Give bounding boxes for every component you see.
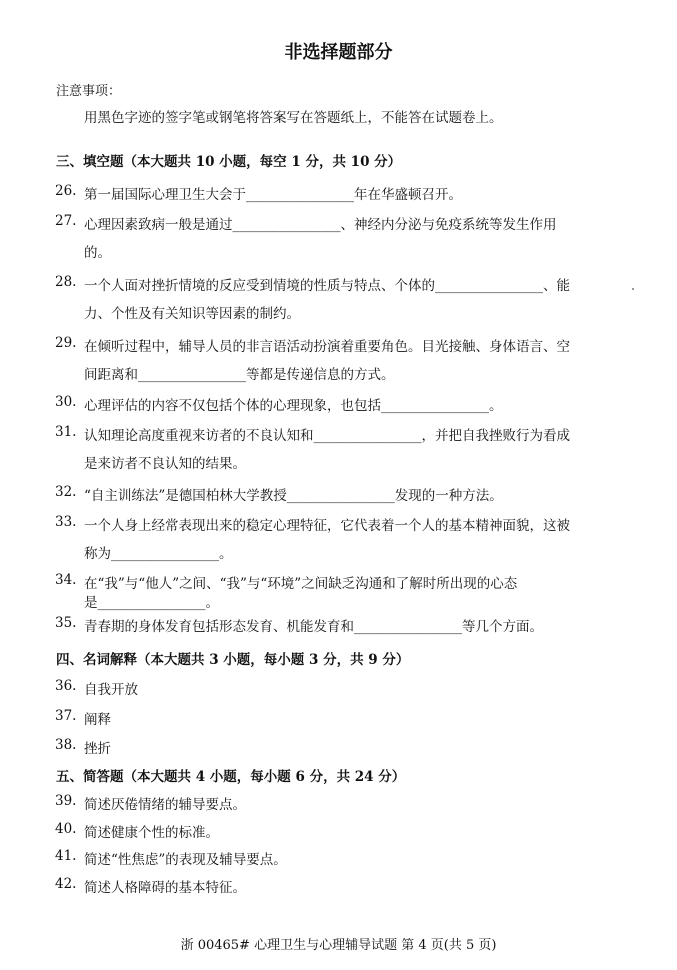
question-text: 心理评估的内容不仅包括个体的心理现象，也包括________________。 <box>84 398 503 414</box>
question-text-cont: 是来访者不良认知的结果。 <box>84 456 246 472</box>
question-number: 40. <box>55 821 77 837</box>
question-text: 阐释 <box>84 712 111 728</box>
page-title: 非选择题部分 <box>284 42 393 63</box>
question-number: 35. <box>55 615 77 631</box>
question-text: “自主训练法”是德国柏林大学教授________________发现的一种方法。 <box>84 488 503 504</box>
question-text-cont: 间距离和________________等都是传递信息的方式。 <box>84 367 395 383</box>
question-number: 42. <box>55 876 77 892</box>
question-text: 简述健康个性的标准。 <box>84 825 219 841</box>
question-number: 37. <box>55 708 77 724</box>
question-text-cont: 是________________。 <box>84 595 219 611</box>
question-number: 29. <box>55 335 77 351</box>
question-text: 第一届国际心理卫生大会于________________年在华盛顿召开。 <box>84 187 462 203</box>
question-text: 自我开放 <box>84 682 138 698</box>
question-text: 青春期的身体发育包括形态发育、机能发育和________________等几个方面。 <box>84 619 543 635</box>
question-text: 挫折 <box>84 741 111 757</box>
question-number: 32. <box>55 484 77 500</box>
question-number: 26. <box>55 183 77 199</box>
question-text: 认知理论高度重视来访者的不良认知和________________，并把自我挫败行为看成 <box>84 428 570 444</box>
question-number: 36. <box>55 678 77 694</box>
question-number: 30. <box>55 394 77 410</box>
question-number: 27. <box>55 213 77 229</box>
question-text-cont: 力、个性及有关知识等因素的制约。 <box>84 306 300 322</box>
page-footer: 浙 00465# 心理卫生与心理辅导试题 第 4 页(共 5 页) <box>180 938 497 953</box>
notice-heading: 注意事项： <box>56 84 122 99</box>
question-text: 心理因素致病一般是通过________________、神经内分泌与免疫系统等发生作用 <box>84 217 557 233</box>
question-text: 简述人格障碍的基本特征。 <box>84 880 246 896</box>
scan-speck <box>632 288 634 290</box>
section-terms-heading: 四、名词解释（本大题共 3 小题，每小题 3 分，共 9 分） <box>56 652 410 668</box>
question-text: 在倾听过程中，辅导人员的非言语活动扮演着重要角色。目光接触、身体语言、空 <box>84 339 570 355</box>
question-number: 34. <box>55 572 77 588</box>
question-number: 33. <box>55 514 77 530</box>
question-text: 一个人身上经常表现出来的稳定心理特征，它代表着一个人的基本精神面貌，这被 <box>84 518 570 534</box>
question-text: 简述厌倦情绪的辅导要点。 <box>84 797 246 813</box>
notice-text: 用黑色字迹的签字笔或钢笔将答案写在答题纸上，不能答在试题卷上。 <box>84 110 503 126</box>
question-text-cont: 称为________________。 <box>84 546 233 562</box>
question-text-cont: 的。 <box>84 245 111 261</box>
section-fill-heading: 三、填空题（本大题共 10 小题，每空 1 分，共 10 分） <box>56 154 402 170</box>
question-number: 28. <box>55 274 77 290</box>
question-number: 41. <box>55 848 77 864</box>
question-text: 简述“性焦虑”的表现及辅导要点。 <box>84 852 287 868</box>
question-number: 31. <box>55 424 77 440</box>
question-number: 39. <box>55 793 77 809</box>
question-number: 38. <box>55 737 77 753</box>
question-text: 在“我”与“他人”之间、“我”与“环境”之间缺乏沟通和了解时所出现的心态 <box>84 576 518 592</box>
question-text: 一个人面对挫折情境的反应受到情境的性质与特点、个体的________________、能 <box>84 278 570 294</box>
section-short-heading: 五、简答题（本大题共 4 小题，每小题 6 分，共 24 分） <box>56 769 406 785</box>
